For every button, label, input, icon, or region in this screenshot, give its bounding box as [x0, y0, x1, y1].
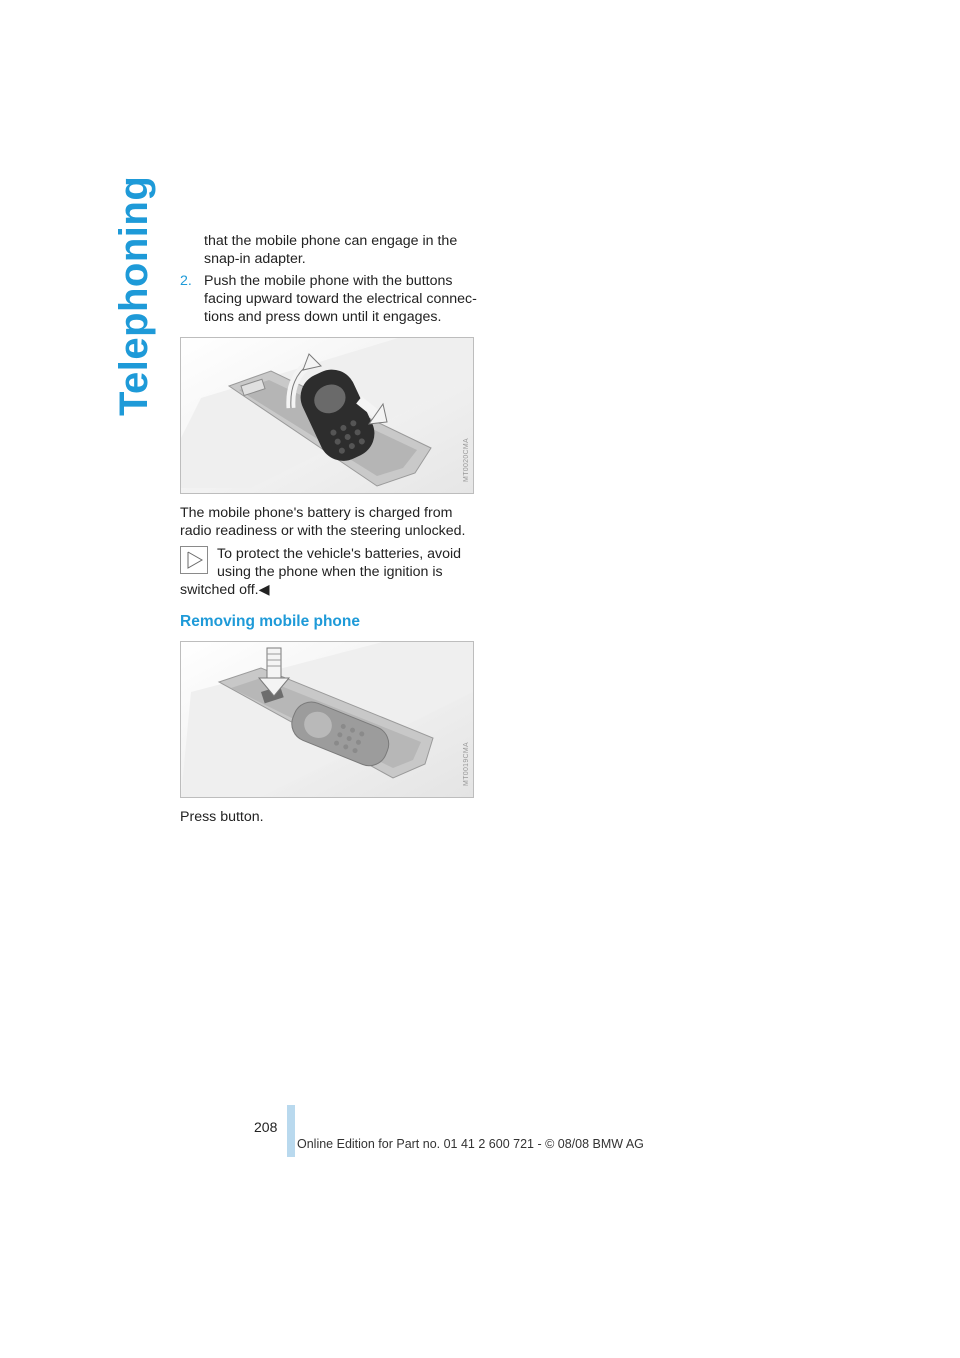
remove-phone-illustration [181, 642, 473, 797]
section-title-tab [112, 175, 162, 416]
figure-remove-phone [180, 641, 474, 798]
note-line-1: To protect the vehicle's batteries, avoid [217, 546, 462, 562]
section-title: Telephoning [112, 175, 156, 416]
caution-triangle-icon [180, 546, 208, 574]
figure2-code: MT0019CMA [463, 742, 470, 786]
removing-heading: Removing mobile phone [180, 613, 360, 630]
figure1-code: MT0020CMA [463, 438, 470, 482]
battery-line-1: The mobile phone's battery is charged from [180, 505, 453, 521]
step2-line-2: facing upward toward the electrical connec- [204, 291, 477, 307]
figure-insert-phone [180, 337, 474, 494]
edition-text: Online Edition for Part no. 01 41 2 600 721 - © 08/08 BMW AG [297, 1137, 644, 1151]
step2-number: 2. [180, 273, 192, 289]
insert-phone-illustration [181, 338, 473, 493]
step2-line-3: tions and press down until it engages. [204, 309, 442, 325]
press-button-text: Press button. [180, 809, 264, 825]
step2-line-1: Push the mobile phone with the buttons [204, 273, 453, 289]
note-line-3: switched off.◀ [180, 582, 270, 598]
footer-bar [287, 1105, 295, 1157]
step1-line-1: that the mobile phone can engage in the [204, 233, 458, 249]
page-number: 208 [254, 1119, 278, 1135]
battery-line-2: radio readiness or with the steering unlocked. [180, 523, 466, 539]
step1-line-2: snap-in adapter. [204, 251, 306, 267]
note-line-2: using the phone when the ignition is [217, 564, 443, 580]
